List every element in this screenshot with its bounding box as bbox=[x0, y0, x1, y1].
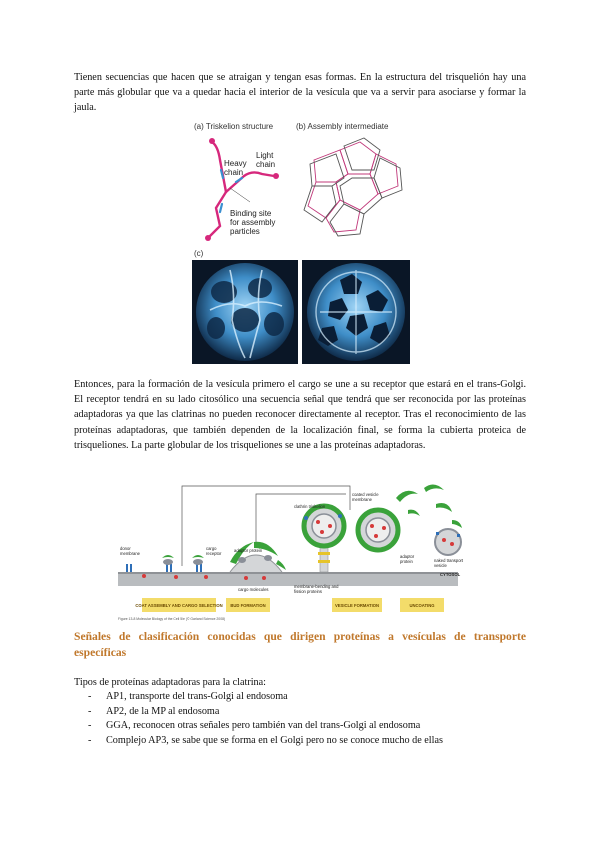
vesicle-formation-figure bbox=[118, 480, 488, 622]
clathrin-figure-svg bbox=[190, 120, 412, 365]
label-cytosol: CYTOSOL bbox=[440, 572, 461, 577]
assembly-lattice bbox=[304, 138, 402, 236]
list-dash: - bbox=[88, 720, 92, 732]
binding-site-label-1: Binding site bbox=[230, 209, 272, 218]
label-cargo-molecules: cargo molecules bbox=[238, 587, 269, 592]
label-a: (a) Triskelion structure bbox=[194, 122, 274, 131]
label-cargo-receptor-2: receptor bbox=[206, 551, 222, 556]
label-b: (b) Assembly intermediate bbox=[296, 122, 389, 131]
naked-vesicle bbox=[435, 529, 461, 555]
svg-text:Lightchain bbox=[256, 151, 275, 169]
stage-uncoating: UNCOATING bbox=[409, 603, 435, 608]
label-adaptor-protein2-2: protein bbox=[400, 559, 413, 564]
paragraph-intro: Tienen secuencias que hacen que se atraigan y tengan esas formas. En la estructura del trisquelión hay una parte más globular que va a quedar hacia el interior de la vesícula que va a servir para asociarse y formar la jaula. bbox=[74, 72, 526, 114]
svg-text:adaptorprotein bbox=[400, 554, 415, 564]
heavy-chain-label-2: chain bbox=[224, 168, 244, 177]
vesicle-figure-svg bbox=[118, 480, 488, 622]
label-membrane-bending-1: membrane-bending and bbox=[294, 584, 339, 589]
label-c: (c) bbox=[194, 249, 204, 258]
donor-membrane-band bbox=[118, 572, 458, 586]
list-dash: - bbox=[88, 734, 92, 746]
released-triskelions bbox=[396, 484, 462, 528]
list-item-text: GGA, reconocen otras señales pero también van del trans-Golgi al endosoma bbox=[106, 720, 421, 732]
label-donor-membrane-2: membrane bbox=[120, 551, 141, 556]
list-dash: - bbox=[88, 705, 92, 717]
clathrin-bud bbox=[230, 542, 286, 572]
paragraph-vesicle-formation: Entonces, para la formación de la vesícula primero el cargo se une a su receptor que estará en el trans-Golgi. El receptor tendrá en su lado citosólico una secuencia señal que tendrá que ser reconocida por las proteínas adaptadoras ya que las clatrinas no pueden reconocer directamente al receptor. Tras el reconocimiento de las proteínas adaptadoras, que también dependen de la localización final, se forma la cubierta proteica de trisqueliones. La parte globular de los trisqueliones se une a las proteínas adaptadoras. bbox=[74, 379, 526, 451]
adaptor-protein-list bbox=[88, 690, 443, 748]
label-cargo-receptor-1: cargo bbox=[206, 546, 217, 551]
svg-text:coated vesiclemembrane bbox=[352, 492, 379, 502]
section-heading: Señales de clasificación conocidas que dirigen proteínas a vesículas de transporte específicas bbox=[74, 630, 526, 659]
list-item bbox=[88, 719, 443, 734]
list-intro: Tipos de proteínas adaptadoras para la clatrina: bbox=[74, 677, 266, 688]
light-chain-label-2: chain bbox=[256, 160, 276, 169]
label-naked-vesicle-2: vesicle bbox=[434, 563, 447, 568]
pinching-vesicle bbox=[304, 506, 344, 572]
label-membrane-bending-2: fission proteins bbox=[294, 589, 322, 594]
heavy-chain-label-1: Heavy bbox=[224, 159, 247, 168]
clathrin-structure-figure bbox=[190, 120, 412, 365]
svg-text:donormembrane bbox=[120, 546, 141, 556]
binding-site-label-2: for assembly bbox=[230, 218, 276, 227]
svg-text:Binding sitefor assemblypartic bbox=[230, 209, 275, 236]
list-item bbox=[88, 734, 443, 749]
label-donor-membrane-1: donor bbox=[120, 546, 131, 551]
list-item bbox=[88, 705, 443, 720]
svg-text:membrane-bending andfission pr bbox=[294, 584, 339, 594]
svg-text:Heavychain bbox=[224, 159, 247, 177]
coated-vesicle bbox=[358, 510, 398, 550]
list-item-text: AP2, de la MP al endosoma bbox=[106, 705, 220, 717]
stage-bud-formation: BUD FORMATION bbox=[230, 603, 266, 608]
label-coated-vesicle-1: coated vesicle bbox=[352, 492, 379, 497]
label-adaptor-protein2-1: adaptor bbox=[400, 554, 415, 559]
list-item bbox=[88, 690, 443, 705]
label-coated-vesicle-2: membrane bbox=[352, 497, 373, 502]
svg-text:cargoreceptor bbox=[206, 546, 222, 556]
svg-text:naked transportvesicle bbox=[434, 558, 464, 568]
light-chain-label-1: Light bbox=[256, 151, 274, 160]
list-dash: - bbox=[88, 691, 92, 702]
list-item-text: Complejo AP3, se sabe que se forma en el Golgi pero no se conoce mucho de ellas bbox=[106, 734, 443, 746]
label-adaptor-protein: adaptor protein bbox=[234, 548, 263, 553]
list-item-text: AP1, transporte del trans-Golgi al endosoma bbox=[106, 691, 288, 702]
label-naked-vesicle-1: naked transport bbox=[434, 558, 464, 563]
cage-image-left bbox=[192, 260, 298, 364]
stage-coat-assembly: COAT ASSEMBLY AND CARGO SELECTION bbox=[135, 603, 223, 608]
label-clathrin-triskelion: clathrin triskelion bbox=[294, 504, 326, 509]
binding-site-label-3: particles bbox=[230, 227, 260, 236]
stage-vesicle-formation: VESICLE FORMATION bbox=[334, 603, 380, 608]
figure-caption: Figure 13-8 Molecular Biology of the Cell 5/e (© Garland Science 2008) bbox=[118, 617, 226, 621]
cage-image-right bbox=[302, 260, 410, 364]
